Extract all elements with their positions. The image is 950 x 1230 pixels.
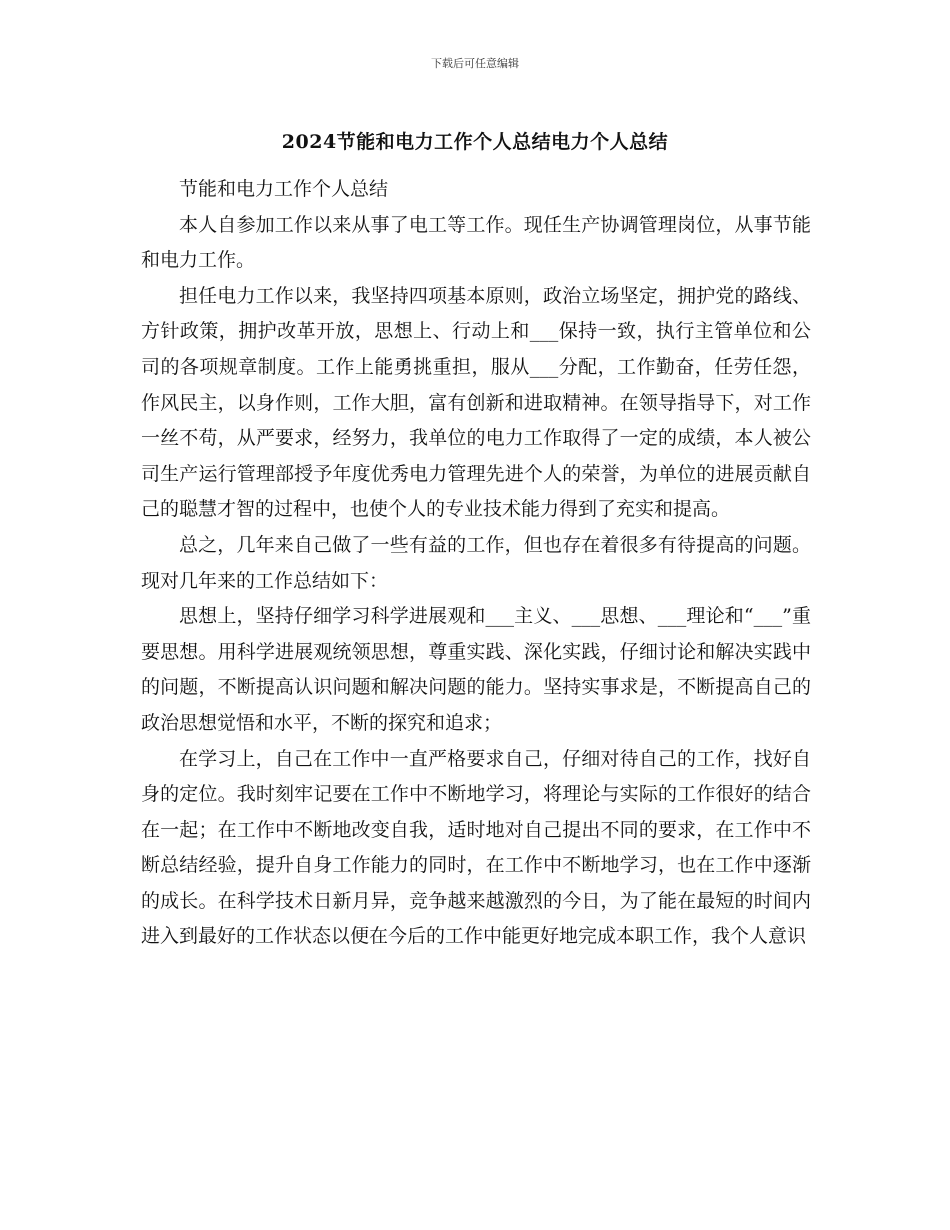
paragraph: 担任电力工作以来，我坚持四项基本原则，政治立场坚定，拥护党的路线、方针政策，拥护改革开放，思想上、行动上和___保持一致，执行主管单位和公司的各项规章制度。工作上能勇挑重担，服从___分配，工作勤奋，任劳任怨，作风民主，以身作则，工作大胆，富有创新和进取精神。在领导指导下，对工作一丝不苟，从严要求，经努力，我单位的电力工作取得了一定的成绩，本人被公司生产运行管理部授予年度优秀电力管理先进个人的荣誉，为单位的进展贡献自己的聪慧才智的过程中，也使个人的专业技术能力得到了充实和提高。 — [141, 284, 811, 521]
paragraph: 思想上，坚持仔细学习科学进展观和___主义、___思想、___理论和“___”重要思想。用科学进展观统领思想，尊重实践、深化实践，仔细讨论和解决实践中的问题，不断提高认识问题和解决问题的能力。坚持实事求是，不断提高自己的政治思想觉悟和水平，不断的探究和追求； — [141, 605, 811, 734]
document-title: 2024节能和电力工作个人总结电力个人总结 — [281, 131, 669, 153]
paragraph: 本人自参加工作以来从事了电工等工作。现任生产协调管理岗位，从事节能和电力工作。 — [141, 213, 811, 272]
paragraph: 在学习上，自己在工作中一直严格要求自己，仔细对待自己的工作，找好自身的定位。我时刻牢记要在工作中不断地学习，将理论与实际的工作很好的结合在一起；在工作中不断地改变自我，适时地对自己提出不同的要求，在工作中不断总结经验，提升自身工作能力的同时，在工作中不断地学习，也在工作中逐渐的成长。在科学技术日新月异，竞争越来越激烈的今日，为了能在最短的时间内进入到最好的工作状态以便在今后的工作中能更好地完成本职工作，我个人意识 — [141, 747, 811, 948]
page-header-note: 下载后可任意编辑 — [431, 57, 519, 70]
paragraph: 总之，几年来自己做了一些有益的工作，但也存在着很多有待提高的问题。现对几年来的工作总结如下： — [141, 533, 811, 592]
paragraph-subtitle: 节能和电力工作个人总结 — [179, 178, 389, 200]
document-body — [141, 172, 811, 955]
